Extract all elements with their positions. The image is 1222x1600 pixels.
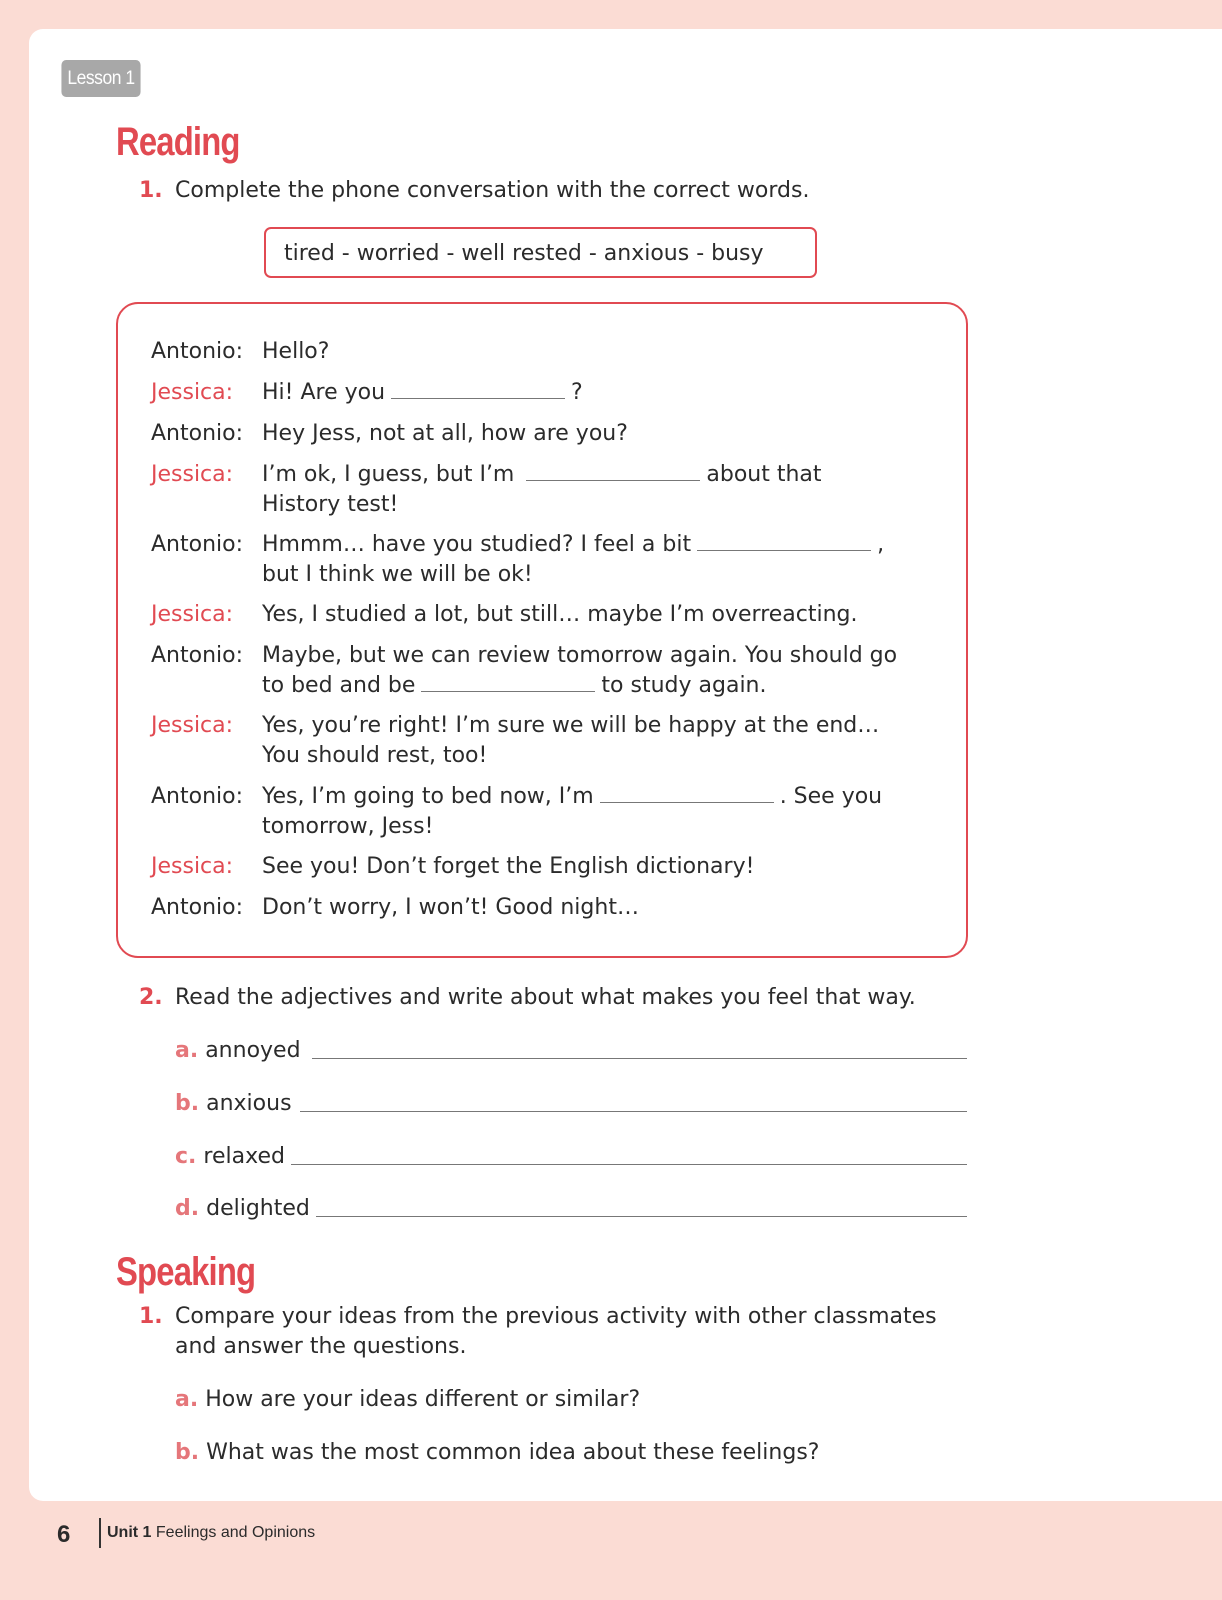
adjective-word: delighted — [206, 1196, 310, 1221]
speaker-label: Antonio: — [151, 339, 244, 364]
question-item — [175, 1385, 640, 1415]
text-before-blank: Hmmm… have you studied? I feel a bit — [262, 532, 692, 557]
dialogue-text: Yes, I studied a lot, but still… maybe I’m overreacting. — [262, 602, 858, 627]
question-item — [175, 1438, 819, 1468]
reading-heading: Reading — [116, 120, 240, 164]
text-line2: History test! — [262, 492, 399, 517]
speaker-label: Antonio: — [151, 532, 244, 557]
word-bank: tired - worried - well rested - anxious - busy — [264, 227, 817, 278]
answer-blank[interactable] — [526, 479, 700, 481]
page-number: 6 — [57, 1521, 71, 1548]
item-letter: a. — [175, 1038, 199, 1063]
item-letter: b. — [175, 1440, 200, 1465]
dialogue-text: Hello? — [262, 339, 330, 364]
dialogue-text — [262, 711, 942, 771]
speaker-label: Jessica: — [151, 380, 234, 405]
dialogue-text: See you! Don’t forget the English dictionary! — [262, 854, 755, 879]
text-before-blank: Yes, I’m going to bed now, I’m — [262, 784, 594, 809]
adjective-item — [175, 1036, 301, 1066]
text-after-blank: , — [877, 532, 885, 557]
exercise-number: 1. — [139, 1304, 163, 1329]
instruction-line1: Compare your ideas from the previous activity with other classmates — [175, 1304, 937, 1329]
unit-title: Feelings and Opinions — [155, 1524, 316, 1541]
dialogue-text — [262, 460, 942, 520]
dialogue-text — [262, 530, 942, 590]
speaking-ex1-instruction — [139, 1302, 937, 1362]
answer-blank[interactable] — [697, 549, 871, 551]
writing-line[interactable] — [300, 1111, 967, 1112]
text-line2: but I think we will be ok! — [262, 562, 533, 587]
footer-unit — [107, 1524, 315, 1542]
text-before-blank: Hi! Are you — [262, 380, 386, 405]
adjective-word: relaxed — [203, 1144, 285, 1169]
speaker-label: Jessica: — [151, 602, 234, 627]
answer-blank[interactable] — [421, 690, 595, 692]
speaker-label: Jessica: — [151, 462, 234, 487]
speaker-label: Antonio: — [151, 643, 244, 668]
text-after-blank: to study again. — [601, 673, 767, 698]
text-line1: Maybe, but we can review tomorrow again. You should go — [262, 643, 898, 668]
dialogue-text: Don’t worry, I won’t! Good night… — [262, 895, 639, 920]
dialogue-text: Hey Jess, not at all, how are you? — [262, 421, 628, 446]
item-letter: d. — [175, 1196, 200, 1221]
adjective-word: anxious — [206, 1091, 292, 1116]
adjective-item — [175, 1194, 310, 1224]
text-after-blank: ? — [571, 380, 583, 405]
answer-blank[interactable] — [600, 801, 774, 803]
adjective-item — [175, 1142, 285, 1172]
speaker-label: Antonio: — [151, 895, 244, 920]
item-letter: a. — [175, 1387, 199, 1412]
speaker-label: Antonio: — [151, 784, 244, 809]
lesson-tag: Lesson 1 — [61, 60, 140, 97]
writing-line[interactable] — [316, 1216, 967, 1217]
exercise-number: 1. — [139, 178, 163, 203]
dialogue-text — [262, 782, 942, 842]
dialogue-text — [262, 378, 942, 408]
text-line2: You should rest, too! — [262, 743, 488, 768]
footer-divider — [99, 1518, 101, 1548]
text-before-blank: to bed and be — [262, 673, 416, 698]
item-letter: b. — [175, 1091, 200, 1116]
speaker-label: Antonio: — [151, 421, 244, 446]
speaker-label: Jessica: — [151, 854, 234, 879]
instruction-text: Complete the phone conversation with the correct words. — [175, 178, 810, 203]
adjective-word: annoyed — [205, 1038, 301, 1063]
exercise-number: 2. — [139, 985, 163, 1010]
text-line1: Yes, you’re right! I’m sure we will be happy at the end… — [262, 713, 880, 738]
answer-blank[interactable] — [391, 397, 565, 399]
reading-ex2-instruction — [139, 983, 916, 1013]
question-text: How are your ideas different or similar? — [205, 1387, 641, 1412]
adjective-item — [175, 1089, 292, 1119]
reading-ex1-instruction — [139, 176, 810, 206]
text-after-blank: about that — [706, 462, 822, 487]
text-before-blank: I’m ok, I guess, but I’m — [262, 462, 515, 487]
speaking-heading: Speaking — [116, 1250, 256, 1294]
question-text: What was the most common idea about these feelings? — [206, 1440, 820, 1465]
instruction-text: Read the adjectives and write about what makes you feel that way. — [175, 985, 916, 1010]
speaker-label: Jessica: — [151, 713, 234, 738]
text-line2: tomorrow, Jess! — [262, 814, 434, 839]
writing-line[interactable] — [312, 1058, 967, 1059]
text-after-blank: . See you — [779, 784, 883, 809]
instruction-line2: and answer the questions. — [175, 1334, 467, 1359]
item-letter: c. — [175, 1144, 197, 1169]
unit-label: Unit 1 — [107, 1524, 152, 1541]
writing-line[interactable] — [291, 1164, 967, 1165]
dialogue-text — [262, 641, 942, 701]
